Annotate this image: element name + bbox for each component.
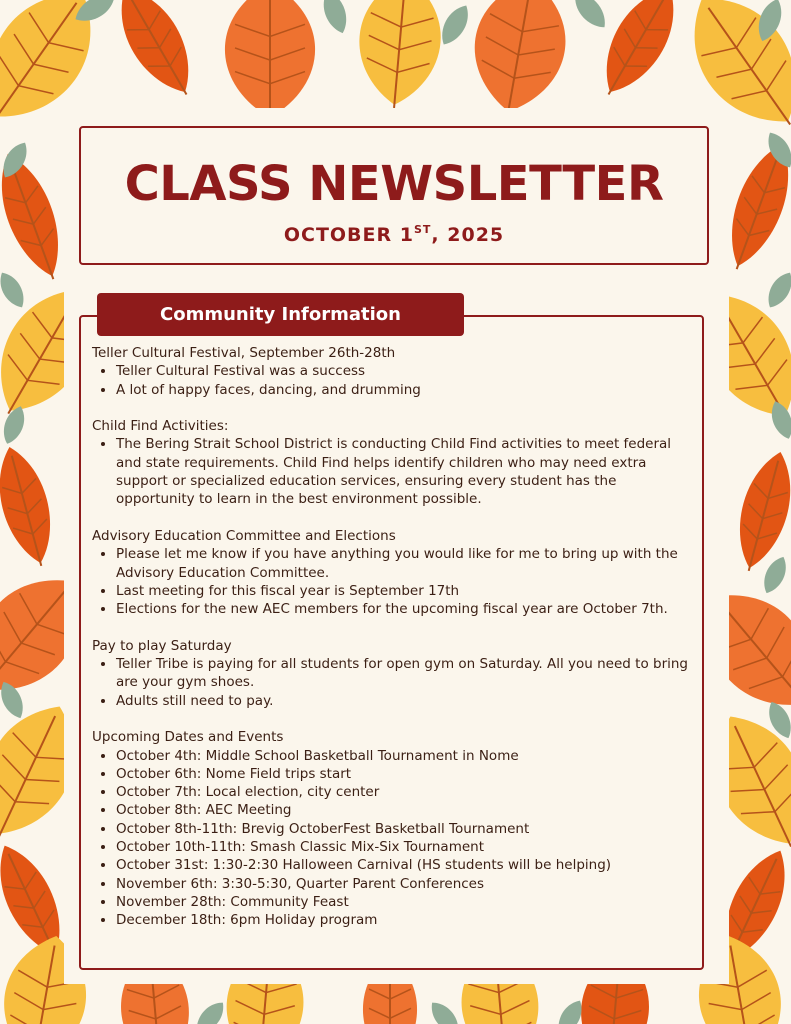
autumn-leaf-icon	[758, 553, 791, 597]
bullet-list	[92, 362, 692, 399]
bullet-list	[92, 747, 692, 930]
block-heading: Advisory Education Committee and Elections	[92, 527, 396, 544]
info-block	[92, 728, 692, 929]
list-item: • November 28th: Community Feast	[116, 893, 692, 911]
list-item: • Last meeting for this fiscal year is September 17th	[116, 582, 692, 600]
newsletter-header	[79, 126, 709, 265]
section-title: Community Information	[97, 293, 464, 336]
autumn-leaf-icon	[762, 268, 791, 312]
list-item: • Teller Tribe is paying for all students for open gym on Saturday. All you need to bring are your gym shoes.	[116, 655, 692, 692]
block-heading: Child Find Activities:	[92, 418, 229, 435]
block-heading: Pay to play Saturday	[92, 637, 232, 654]
list-item: • A lot of happy faces, dancing, and drumming	[116, 381, 692, 399]
list-item: • October 7th: Local election, city center	[116, 783, 692, 801]
list-item: • Elections for the new AEC members for the upcoming fiscal year are October 7th.	[116, 600, 692, 618]
date-month-day: OCTOBER 1	[283, 224, 414, 246]
info-block	[92, 637, 692, 710]
newsletter-date	[81, 218, 707, 247]
autumn-leaf-icon	[0, 268, 30, 312]
autumn-leaf-icon	[425, 997, 465, 1024]
list-item: • October 10th-11th: Smash Classic Mix-Six Tournament	[116, 838, 692, 856]
autumn-leaf-icon	[318, 0, 352, 37]
bullet-list	[92, 545, 692, 618]
list-item: • Adults still need to pay.	[116, 692, 692, 710]
bullet-list	[92, 655, 692, 710]
list-item: • Teller Cultural Festival was a success	[116, 362, 692, 380]
date-year: , 2025	[431, 224, 505, 246]
autumn-leaf-icon	[225, 0, 315, 121]
bullet-list	[92, 435, 692, 508]
list-item: • October 6th: Nome Field trips start	[116, 765, 692, 783]
autumn-leaf-icon	[104, 0, 208, 107]
list-item: • December 18th: 6pm Holiday program	[116, 911, 692, 929]
info-block	[92, 527, 692, 618]
autumn-leaf-icon	[0, 441, 63, 571]
autumn-leaf-icon	[0, 403, 29, 447]
list-item: • October 8th: AEC Meeting	[116, 801, 692, 819]
list-item: • October 31st: 1:30-2:30 Halloween Carnival (HS students will be helping)	[116, 856, 692, 874]
list-item: • October 4th: Middle School Basketball Tournament in Nome	[116, 747, 692, 765]
autumn-leaf-icon	[435, 1, 475, 50]
autumn-leaf-icon	[727, 446, 791, 576]
block-heading: Upcoming Dates and Events	[92, 729, 284, 746]
community-information	[92, 344, 692, 948]
autumn-leaf-icon	[463, 0, 576, 123]
info-block	[92, 417, 692, 508]
list-item: • Please let me know if you have anything you would like for me to bring up with the Advisory Education Committee.	[116, 545, 692, 582]
newsletter-title: CLASS NEWSLETTER	[124, 156, 664, 212]
autumn-leaf-icon	[568, 0, 612, 34]
block-heading: Teller Cultural Festival, September 26th-28th	[92, 345, 396, 361]
date-suffix: ST	[413, 223, 432, 236]
list-item: • November 6th: 3:30-5:30, Quarter Parent Conferences	[116, 875, 692, 893]
info-block	[92, 344, 692, 399]
autumn-leaf-icon	[190, 997, 230, 1024]
list-item: • The Bering Strait School District is conducting Child Find activities to meet federal and state requirements. Child Find helps identify children who may need extra support or specialized education services, ensuring every student has the opportunity to learn in the best environment possible.	[116, 435, 692, 508]
list-item: • October 8th-11th: Brevig OctoberFest Basketball Tournament	[116, 820, 692, 838]
autumn-leaf-icon	[354, 0, 446, 112]
